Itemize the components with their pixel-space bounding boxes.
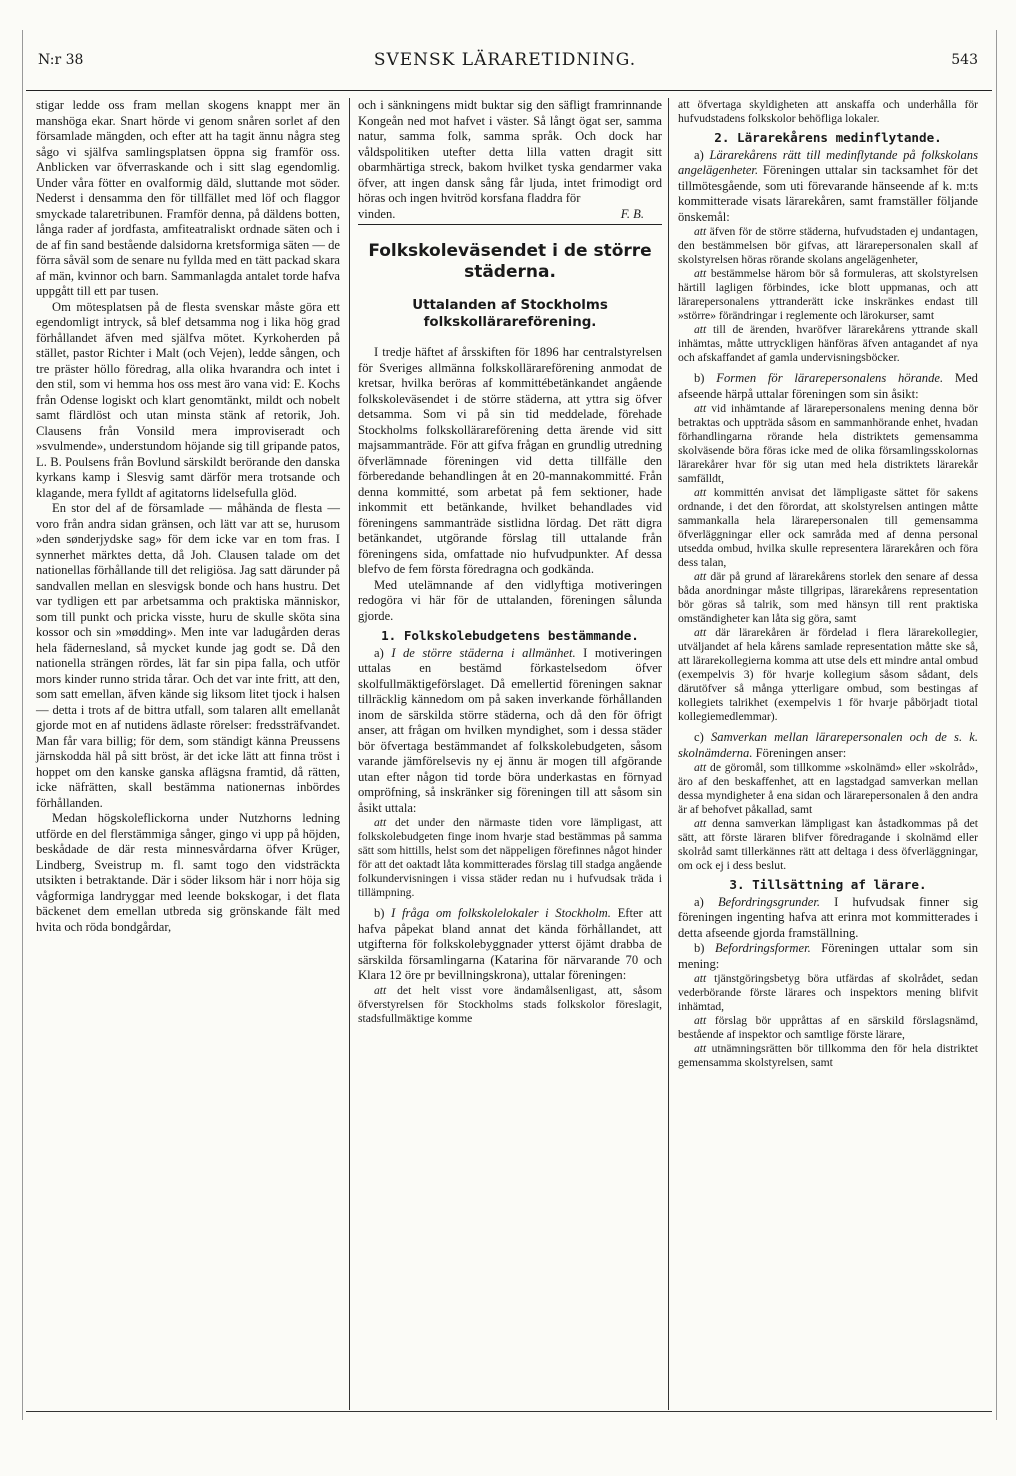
- column-2: [358, 98, 662, 1026]
- resolution: att vid inhämtande af lärarepersonalens mening denna bör betraktas och uppträda såsom en sammanhörande enhet, hvadan förhandlingarna rörande hela distriktets gemensamma skolväsende böra föras icke med de olika församlingsskolornas lärarekårer hvar för sig utan med hela distriktets lärarekår samfälldt,: [678, 402, 978, 485]
- paragraph: Om mötesplatsen på de flesta svenskar måste göra ett egendomligt intryck, så blef detsamma nog i lika hög grad förhållandet äfven med själfva mötet. Kyrkoherden på stället, pastor Richter i Malt (och Vejen), ledde sången, och tre präster höllo föredrag, alla olika hvarandra och intet i den stil, som vi hemma hos oss mest äro vana vid: E. Kochs från Odense logiskt och klart genomtänkt, mildt och nobelt samt flärdlöst och utan minsta stänk af retorik, Joh. Clausens från Vonsild mera improviseradt och »svulmende», understundom höjande sig till gripande patos, L. B. Poulsens från Bovlund särskildt berörande den danska kyrkans kamp i Slesvig samt därför mera trotsande och klagande, mera fylldt af agitatorns lidelsefulla glöd.: [36, 299, 340, 500]
- resolution: att där på grund af lärarekårens storlek den senare af dessa båda anordningar måste tillgripas, lärarekårens representation bör göras så talrik, som med hänsyn till rent praktiska omständigheter kan låta sig göra, samt: [678, 570, 979, 625]
- section-heading: 2. Lärarekårens medinflytande.: [714, 130, 942, 145]
- resolution: att utnämningsrätten bör tillkomma den för hela distriktet gemensamma skolstyrelsen, samt: [678, 1042, 978, 1069]
- resolution: att kommittén anvisat det lämpligaste sättet för sakens ordnande, i det den förordat, att skolstyrelsen antingen måtte sammankalla hela lärarepersonalen till gemensamma öfverläggningar eller ock samråda med af denna personal utsedda ombud, hvilka skulle representera lärarekåren och föra dess talan,: [678, 486, 978, 569]
- article-signature: vinden. F. B.: [358, 207, 662, 226]
- resolution: att det under den närmaste tiden vore lämpligast, att folkskolebudgeten finge inom hvarje stad bestämmas på samma sätt som hittills, helst som det näppeligen förefinnes något hinder för att det oaktadt låta kommitterades förslag till stadga angående folkundervisningen i vissa städer redan nu i hufvudsak träda i tillämpning.: [358, 816, 662, 899]
- footer-rule: [26, 1411, 992, 1412]
- paragraph: Med utelämnande af den vidlyftiga motiveringen redogöra vi här för de uttalanden, föreningen sålunda gjorde.: [358, 577, 662, 623]
- resolution: att förslag bör uppråttas af en särskild förslagsnämd, bestående af inspektor och samtlige förste lärare,: [678, 1014, 978, 1041]
- resolution: att de göromål, som tillkomme »skolnämd» eller »skolråd», äro af den beskaffenhet, att en lagstadgad samverkan mellan dessa myndigheter å ena sidan och lärarepersonalen å den andra är af behofvet påkallad, samt: [678, 761, 978, 816]
- article-headline: Folkskoleväsendet i de större städerna.: [368, 241, 652, 282]
- column-3: [678, 98, 978, 1070]
- paragraph: Medan högskoleflickorna under Nutzhorns ledning utförde en del flerstämmiga sånger, gingo vi upp på höjden, beskådade de där resta minnesvårdarna öfver Krüger, Lindberg, Sveistrup m. fl. samt togo den vidsträckta utsikten i betraktande. Där i söder liksom här i norr höja sig vågformiga landryggar med leende bokskogar, i det flata bäckenet dem emellan utbreda sig grönskande fält med hvita och röda bondgårdar,: [36, 811, 340, 934]
- subsection: b) I fråga om folkskolelokaler i Stockholm. Efter att hafva påpekat bland annat det kända förhållandet, att utgifterna för folkskolebyggnader ytterst öjämt drabba de särskilda församlingarna (Katarina för närvarande 70 och Klara 12 öre pr bevillningskrona), uttalar föreningen:: [358, 906, 662, 982]
- author-initials: F. B.: [620, 206, 644, 221]
- section-heading: 3. Tillsättning af lärare.: [729, 877, 927, 892]
- issue-number: N:r 38: [38, 52, 84, 68]
- paragraph: En stor del af de församlade — måhända de flesta — voro från andra sidan gränsen, och lätt var att se, hurusom »den sønderjydske sag» för dem icke var en tom fras. I synnerhet märktes detta, då Joh. Clausen talade om det nationellas förhållande till det religiösa. Jag satt därunder på sandvallen mellan en slesvigsk bonde och hans hustru. Det var tydligen ett par arbetsamma och praktiska människor, som till punkt och pricka visste, huru de skulle sköta sina kossor och sin »mødding». Men inte var ladugården deras hela fädernesland, så mycket kunde jag godt se. Då den nationella strängen rördes, lät far sin pipa falla, och utför mors kinder runno strida tårar. Och det var inte fritt, att den, som satt emellan, äfven kände sig liksom litet tjock i halsen — detta i trots af de bittra utfall, som talaren allt emellanåt gjorde mot en af nutidens ädlaste rörelser: fredssträfvandet. Man får vara billig; för dem, som ständigt känna Preussens järnskodda häl på sitt bröst, är det icke lätt att finna tröst i hoppet om den kanske ganska aflägsna framtid, då rätten, icke näfrätten, skall bestämma nationernas inbördes förhållanden.: [36, 501, 340, 810]
- subsection: a) Lärarekårens rätt till medinflytande på folkskolans angelägenheter. Föreningen uttalar sin tacksamhet för det tillmötesgående, som uti förevarande hänseende af k. m:ts kommitterade visats lärarekåren, samt framställer följande önskemål:: [678, 147, 979, 224]
- page-frame-right: [996, 30, 997, 1420]
- subsection: c) Samverkan mellan lärarepersonalen och de s. k. skolnämderna. Föreningen anser:: [678, 730, 978, 760]
- subsection: b) Befordringsformer. Föreningen uttalar som sin mening:: [678, 941, 979, 971]
- paragraph: stigar ledde oss fram mellan skogens knappt mer än manshöga ekar. Snart hörde vi genom snåren sorlet af den församlade mängden, och efter att ha tagit ännu några steg sågo vi själfva samlingsplatsen öppna sig framför oss. Anblicken var öfverraskande och i sitt slag egendomlig. Under våra fötter en ovalformig däld, sluttande mot söder. Nederst i densamma den för tillfället med löf och flaggor smyckade talaretribunen. Framför denna, på däldens botten, långa rader af jordfasta, amfiteatraliskt ordnade säten och i de af fin sand bestående dalsidorna kretsformiga säten — de förra såväl som de senare nu fyllda med en tätt packad skara af män, kvinnor och barn. Sammanlagda antalet torde hafva uppgått till ett par tusen.: [36, 98, 340, 298]
- page-frame-left: [22, 30, 23, 1420]
- subsection: a) Befordringsgrunder. I hufvudsak finner sig föreningen ingenting hafva att erinra mot kommitterades i detta afseende gjorda framställning.: [678, 894, 979, 940]
- paragraph: och i sänkningens midt buktar sig den säfligt framrinnande Kongeån ned mot hafvet i väster. Så långt ögat ser, samma natur, samma folk, samma språk. Och dock har våldspolitiken utefter detta lilla vatten dragit sitt obarmhärtiga streck, bakom hvilket tyska gendarmer vaka öfver, att ingen dansk sång får ljuda, intet frimodigt ord höras och ingen hvitröd korsfana fladdra för: [358, 98, 662, 205]
- resolution: att denna samverkan lämpligast kan åstadkommas på det sätt, att förste läraren blifver föredragande i skolnämd eller skolråd samt tillerkännes rätt att deltaga i dess öfverläggningar, om ock ej i dess beslut.: [678, 817, 979, 872]
- section-heading: 1. Folkskolebudgetens bestämmande.: [381, 628, 639, 643]
- resolution: att öfvertaga skyldigheten att anskaffa och underhålla för hufvudstadens folkskolor behöfliga lokaler.: [678, 98, 978, 125]
- article-subheadline: Uttalanden af Stockholms folkskollärareförening.: [412, 298, 608, 330]
- resolution: att tjänstgöringsbetyg böra utfärdas af skolrådet, sedan vederbörande förste lärares och inspektors mening blifvit inhämtad,: [678, 972, 978, 1013]
- publication-title: SVENSK LÄRARETIDNING.: [373, 50, 637, 70]
- column-divider: [668, 98, 669, 1410]
- resolution: att där lärarekåren är fördelad i flera lärarekollegier, utväljandet af hela kårens samlade representation måtte ske så, att lärarekollegierna komma att utse dels ett mindre antal ombud (exempelvis 3) för hvarje kollegium såsom sådant, dels därutöfver så många ytterligare ombud, som bestingas af kollegiets talrikhet (exempelvis 1 för hvarje påbörjadt tiotal kollegiemedlemmar).: [678, 626, 978, 723]
- resolution: att det helt visst vore ändamålsenligast, att, såsom öfverstyrelsen för Stockholms stads folkskolor föreslagit, stadsfullmäktige komme: [358, 983, 662, 1025]
- paragraph: I tredje häftet af årsskiften för 1896 har centralstyrelsen för Sveriges allmänna folkskollärareförening anmodat de kretsar, hvilka beröras af kommittébetänkandet angående folkskoleväsendet i de större städerna, att yttra sig öfver detsamma. Som vi på sin tid meddelade, förehade Stockholms folkskollärareförening detta ärende vid sitt majsammanträde. För att gifva frågan en grundlig utredning öfverlämnade föreningen vid detta tillfälle den förberedande behandlingen åt en 20-mannakommitté. Från denna kommitté, som arbetat på fem sektioner, hade inkommit ett betänkande, hvilket behandlades vid föreningens sammanträde sistlidna lördag. Det rätt digra betänkandet, utgörande förslag till uttalande från föreningens sida, omfattade nio hufvudpunkter. Af dessa blefvo de fem första föredragna och godkända.: [358, 345, 662, 576]
- resolution: att äfven för de större städerna, hufvudstaden ej undantagen, den bestämmelsen bör gifvas, att lärarepersonalen skall af skolstyrelsen höras rörande skolans angelägenheter,: [678, 225, 978, 266]
- column-1: [36, 98, 340, 935]
- page-header: [30, 50, 980, 74]
- resolution: att bestämmelse härom bör så formuleras, att skolstyrelsen härtill lagligen förbindes, icke blott uppmanas, och att lärarepersonalens yttranderätt icke inskränkes endast till »större» förändringar i reglemente och lärokurser, samt: [678, 267, 978, 322]
- resolution: att till de ärenden, hvaröfver lärarekårens yttrande skall inhämtas, måtte uttryckligen hänföras äfven antagandet af nya och afskaffandet af gamla undervisningsböcker.: [678, 323, 978, 364]
- subsection: b) Formen för lärarepersonalens hörande. Med afseende härpå uttalar föreningen som sin åsikt:: [678, 371, 978, 401]
- page-number: 543: [951, 52, 978, 68]
- header-rule: [26, 90, 992, 91]
- column-divider: [349, 98, 350, 1410]
- subsection: a) I de större städerna i allmänhet. I motiveringen uttalas en bestämd förkastelsedom öfver skolfullmäktigeförslaget. Då emellertid föreningen saknar tillräcklig kännedom om på saken inverkande förhållanden inom de särskilda större städerna, och då den för öfrigt anser, att frågan om hvilken myndighet, som i dessa städer bör öfvertaga bestämmandet af folkskolebudgeten, såsom varande jämförelsevis ny ej ännu är mogen till afgörande utan efter någon tid torde böra underkastas en förnyad ompröfning, så inskränker sig föreningen till att såsom sin åsikt uttala:: [358, 645, 663, 815]
